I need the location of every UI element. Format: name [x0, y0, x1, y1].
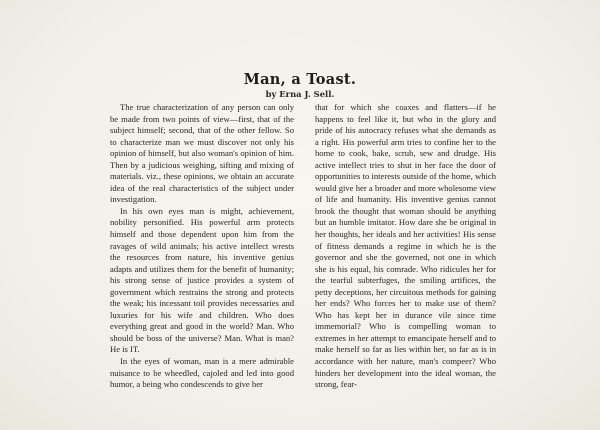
paragraph: In the eyes of woman, man is a mere admirable nuisance to be wheedled, cajoled and led into good humor, a being who condescends to give her — [110, 356, 294, 390]
paragraph: In his own eyes man is might, achievement, nobility personified. His powerful arm protects himself and those dependent upon him from the ravages of wild animals; his active intellect wrests the resources from nature, his inventive genius adapts and utilizes them for the benefit of humanity; his strong sense of justice provides a system of government which restrains the strong and protects the weak; his incessant toil provides necessaries and luxuries for his wife and children. Who does everything great and good in the world? Man. Who should be boss of the universe? Man. What is man? He is IT. — [110, 205, 294, 355]
paragraph: that for which she coaxes and flatters—if he happens to feel like it, but who in the glory and pride of his autocracy refuses what she demands as a right. His powerful arm tries to confine her to the home to cook, bake, scrub, sew and drudge. His active intellect tries to shut in her face the door of opportunities to interests outside of the home, which would give her a broader and more wholesome view of life and humanity. His inventive genius cannot brook the thought that woman should be anything but an humble imitator. How dare she be original in her thoughts, her ideals and her activities! His sense of fitness demands a regime in which he is the governor and she the governed, not one in which she is his equal, his comrade. Who ridicules her for the tearful subterfuges, the smiling artifices, the petty deceptions, her circuitous methods for gaining her ends? Who forces her to make use of them? Who has kept her in durance vile since time immemorial? Who is compelling woman to extremes in her attempt to emancipate herself and to make herself so far as lies within her, so far as is in accordance with her nature, man's compeer? Who hinders her development into the ideal woman, the strong, fear- — [315, 102, 496, 390]
article-byline: by Erna J. Sell. — [265, 89, 335, 99]
right-column — [315, 102, 496, 391]
paragraph: The true characterization of any person can only be made from two points of view—first, that of the subject himself; second, that of the other fellow. So to characterize man we must discover not only his opinion of himself, but also woman's opinion of him. Then by a judicious weighing, sifting and mixing of materials. viz., these opinions, we obtain an accurate idea of the real characteristics of the subject under investigation. — [110, 102, 294, 205]
left-column — [110, 102, 294, 391]
article-title: Man, a Toast. — [243, 71, 357, 88]
